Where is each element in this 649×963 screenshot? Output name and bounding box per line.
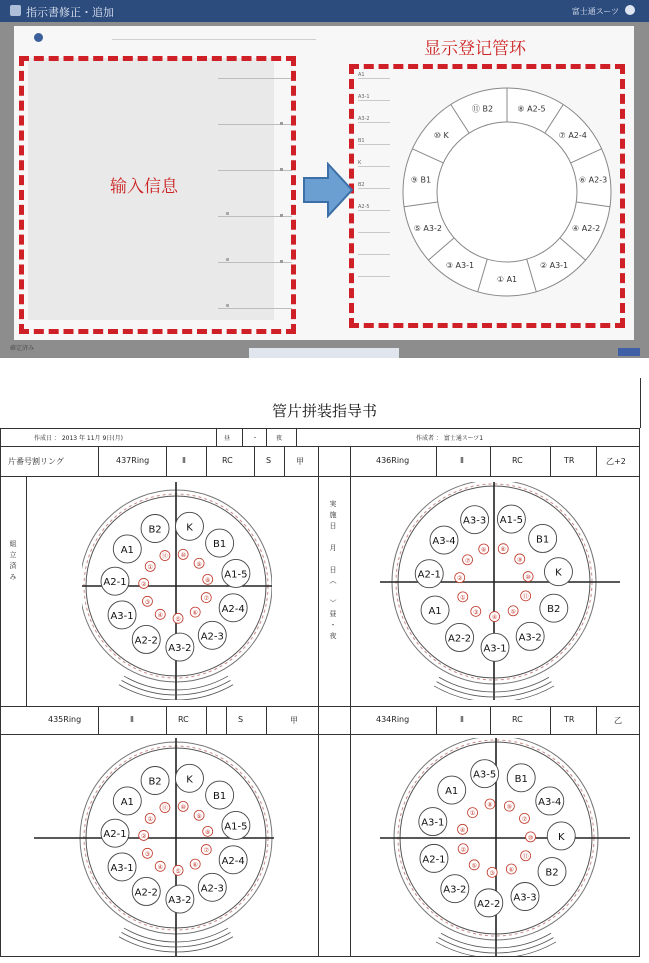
ring-seq: 乙+2 xyxy=(606,457,626,466)
divider xyxy=(0,956,640,957)
divider xyxy=(206,706,207,734)
ring-type: Ⅱ xyxy=(460,715,464,724)
order-number: ③ xyxy=(144,850,151,858)
order-number: ⑨ xyxy=(196,812,202,820)
order-number: ③ xyxy=(489,869,495,877)
divider xyxy=(350,446,351,956)
execution-date-label: 実施日 月 日（ ）昼・夜 xyxy=(329,500,337,643)
order-number: ⑧ xyxy=(487,801,493,809)
order-number: ⑧ xyxy=(205,828,211,836)
order-number: ⑤ xyxy=(510,608,516,616)
divider xyxy=(98,706,99,734)
order-number: ⑧ xyxy=(205,576,211,584)
ring-plan-434 xyxy=(380,738,630,956)
title-bar xyxy=(0,0,649,22)
ring-flag: S xyxy=(266,456,272,465)
order-number: ① xyxy=(469,810,476,818)
ring-number: 436Ring xyxy=(376,456,410,465)
order-number: ④ xyxy=(459,826,466,834)
order-number: ① xyxy=(147,563,153,571)
divider xyxy=(296,428,297,446)
gear-icon[interactable] xyxy=(34,33,43,42)
segment-label: A3-3 xyxy=(463,515,487,527)
ring-area-highlight xyxy=(349,64,625,328)
segment-label: A1-5 xyxy=(224,821,248,833)
segment-label: B1 xyxy=(212,539,227,551)
divider xyxy=(596,446,597,476)
list-label: A2-5 xyxy=(358,204,370,210)
list-label: A3-2 xyxy=(358,116,370,122)
ring-segment-label[interactable]: ⑨ B1 xyxy=(410,175,432,185)
ring-seq: 甲 xyxy=(296,457,304,466)
segment-label: A2-3 xyxy=(200,883,224,895)
segment-label: A2-4 xyxy=(221,855,245,867)
order-number: ④ xyxy=(157,611,163,619)
divider xyxy=(0,476,640,477)
order-number: ⑩ xyxy=(525,574,531,582)
order-number: ⑤ xyxy=(471,862,477,870)
list-label: B2 xyxy=(358,182,365,188)
segment-label: A1-5 xyxy=(224,569,248,581)
divider xyxy=(166,446,167,476)
order-number: ② xyxy=(141,580,147,588)
segment-label: A2-1 xyxy=(103,829,127,841)
ring-number: 434Ring xyxy=(376,715,410,724)
divider xyxy=(318,446,319,956)
divider xyxy=(490,446,491,476)
ring-segment-label[interactable]: ⑤ A3-2 xyxy=(413,224,442,234)
segment-label: K xyxy=(186,774,193,786)
segment-label: B1 xyxy=(536,534,550,546)
ring-flag: TR xyxy=(564,715,575,724)
segment-label: A3-3 xyxy=(513,892,537,904)
ring-segment-label[interactable]: ⑩ K xyxy=(433,131,449,141)
list-label: K xyxy=(358,160,362,166)
home-icon[interactable] xyxy=(10,5,21,16)
assembled-label: 組立済み xyxy=(9,540,17,584)
order-number: ② xyxy=(457,575,463,583)
segment-label: B2 xyxy=(148,776,162,788)
order-number: ① xyxy=(460,594,466,602)
divider xyxy=(0,446,640,447)
segment-label: A1 xyxy=(120,544,134,556)
order-number: ③ xyxy=(473,608,479,616)
segment-label: A3-1 xyxy=(110,610,134,622)
input-annotation: 输入信息 xyxy=(110,177,178,197)
segment-label: A1-5 xyxy=(499,515,523,527)
order-number: ⑨ xyxy=(506,803,513,811)
segment-label: B1 xyxy=(212,791,227,803)
order-number: ⑤ xyxy=(175,615,181,623)
order-number: ⑩ xyxy=(180,551,186,559)
ring-annotation: 显示登记管环 xyxy=(424,39,526,59)
segment-label: B1 xyxy=(514,773,528,785)
help-icon[interactable] xyxy=(625,5,635,15)
order-number: ④ xyxy=(491,614,498,622)
order-number: ⑪ xyxy=(522,853,529,861)
order-number: ⑦ xyxy=(203,595,209,603)
ring-kind: RC xyxy=(222,456,233,465)
list-label: A3-1 xyxy=(358,94,370,100)
divider xyxy=(0,706,640,707)
order-number: ⑤ xyxy=(175,867,181,875)
order-number: ⑨ xyxy=(196,560,202,568)
order-number: ⑦ xyxy=(203,847,209,855)
ring-segment-label[interactable]: ⑦ A2-4 xyxy=(558,131,587,141)
divider xyxy=(254,446,255,476)
divider xyxy=(640,378,641,428)
segment-label: A1 xyxy=(445,786,459,798)
segment-label: A3-4 xyxy=(538,796,562,808)
divider xyxy=(0,428,1,956)
ring-segment-label[interactable]: ⑥ A2-3 xyxy=(578,175,608,185)
order-number: ① xyxy=(147,815,153,823)
segment-label: A2-1 xyxy=(417,569,441,581)
author-field: 作成者 ： 富士通スーツ1 xyxy=(416,435,484,442)
ring-plan-437 xyxy=(82,482,272,700)
ring-type: Ⅱ xyxy=(130,715,134,724)
ring-seq: 乙 xyxy=(614,716,622,725)
ring-flag: TR xyxy=(564,456,575,465)
segment-label: A3-2 xyxy=(443,884,467,896)
ring-seq: 甲 xyxy=(290,716,298,725)
order-number: ⑥ xyxy=(481,546,487,554)
ok-button[interactable] xyxy=(618,348,640,356)
ring-kind: RC xyxy=(512,715,523,724)
ring-number: 435Ring xyxy=(48,715,82,724)
segment-label: B2 xyxy=(547,604,561,616)
shift-day: 昼 xyxy=(224,435,231,442)
order-number: ⑦ xyxy=(464,557,471,565)
ring-segment-label[interactable]: ④ A2-2 xyxy=(572,224,601,234)
order-number: ⑪ xyxy=(161,805,168,813)
divider xyxy=(98,446,99,476)
segment-label: A2-2 xyxy=(134,887,158,899)
divider xyxy=(242,428,243,446)
segment-label: K xyxy=(555,567,562,579)
segment-label: A3-2 xyxy=(168,895,192,907)
divider xyxy=(490,706,491,734)
order-number: ② xyxy=(460,846,466,854)
order-number: ⑥ xyxy=(508,866,515,874)
ring-segment-label[interactable]: ① A1 xyxy=(496,275,518,284)
order-number: ③ xyxy=(144,598,151,606)
order-number: ⑥ xyxy=(192,609,198,617)
status-text: 確定済み xyxy=(10,345,35,352)
ring-plan-436 xyxy=(380,482,620,700)
segment-label: A3-5 xyxy=(473,769,497,781)
list-label: A1 xyxy=(358,72,365,78)
order-number: ② xyxy=(141,832,147,840)
segment-label: A1 xyxy=(428,606,442,618)
divider xyxy=(639,428,640,956)
shift-separator: ・ xyxy=(252,435,259,442)
divider xyxy=(166,706,167,734)
left-header: 片番号割リング xyxy=(8,457,64,466)
segment-label: A3-1 xyxy=(110,862,134,874)
segment-label: B2 xyxy=(148,524,162,536)
segment-label: A3-2 xyxy=(168,643,192,655)
ring-number: 437Ring xyxy=(116,456,150,465)
user-name: 富士通スーツ xyxy=(571,7,619,16)
segment-label: K xyxy=(557,831,565,843)
divider xyxy=(550,706,551,734)
app-screenshot xyxy=(0,0,649,358)
segment-label: A2-2 xyxy=(134,635,158,647)
segment-label: A1 xyxy=(120,796,134,808)
divider xyxy=(216,428,217,446)
order-number: ④ xyxy=(157,863,163,871)
right-arrow-icon xyxy=(302,162,354,218)
divider xyxy=(284,446,285,476)
segment-label: A3-1 xyxy=(421,817,445,829)
ring-type: Ⅱ xyxy=(182,456,186,465)
segment-label: A2-1 xyxy=(103,577,127,589)
divider xyxy=(0,734,640,735)
divider xyxy=(26,476,27,706)
order-number: ⑩ xyxy=(180,803,186,811)
segment-label: A3-1 xyxy=(483,643,507,655)
order-number: ⑧ xyxy=(500,546,506,554)
order-number: ⑦ xyxy=(521,815,528,823)
divider xyxy=(436,446,437,476)
order-number: ⑥ xyxy=(192,861,198,869)
ring-kind: RC xyxy=(178,715,189,724)
ring-segment-label[interactable]: ② A3-1 xyxy=(539,261,569,271)
dialog-header-line xyxy=(112,39,316,40)
divider xyxy=(266,706,267,734)
divider xyxy=(436,706,437,734)
dialog-footer xyxy=(249,348,399,358)
ring-segment-label[interactable]: ③ A3-1 xyxy=(445,261,475,271)
order-number: ⑪ xyxy=(522,593,529,601)
shift-night: 夜 xyxy=(276,435,283,442)
order-number: ⑩ xyxy=(527,834,534,842)
divider xyxy=(226,706,227,734)
ring-segment-label[interactable]: ⑧ A2-5 xyxy=(517,104,546,114)
segment-label: B2 xyxy=(545,867,559,879)
divider xyxy=(0,428,640,429)
list-label: B1 xyxy=(358,138,365,144)
segment-label: A3-4 xyxy=(432,536,456,548)
divider xyxy=(596,706,597,734)
ring-segment-label[interactable]: ⑪ B2 xyxy=(471,104,494,114)
segment-label: A2-2 xyxy=(447,633,472,645)
segment-label: A2-2 xyxy=(477,898,501,910)
date-field: 作成日 ： 2013 年 11月 9日(月) xyxy=(34,435,123,442)
ring-kind: RC xyxy=(512,456,523,465)
divider xyxy=(206,446,207,476)
order-number: ⑪ xyxy=(161,553,168,561)
segment-label: A3-2 xyxy=(518,632,542,644)
segment-label: K xyxy=(186,522,193,534)
ring-plan-435 xyxy=(30,738,274,956)
segment-label: A2-1 xyxy=(422,854,446,866)
ring-type: Ⅱ xyxy=(460,456,464,465)
ring-flag: S xyxy=(238,715,244,724)
document-title: 管片拼装指导书 xyxy=(271,402,377,420)
divider xyxy=(266,428,267,446)
divider xyxy=(550,446,551,476)
order-number: ⑨ xyxy=(517,556,523,564)
app-title: 指示書修正・追加 xyxy=(26,6,114,19)
segment-label: A2-4 xyxy=(221,603,245,615)
segment-label: A2-3 xyxy=(200,631,224,643)
